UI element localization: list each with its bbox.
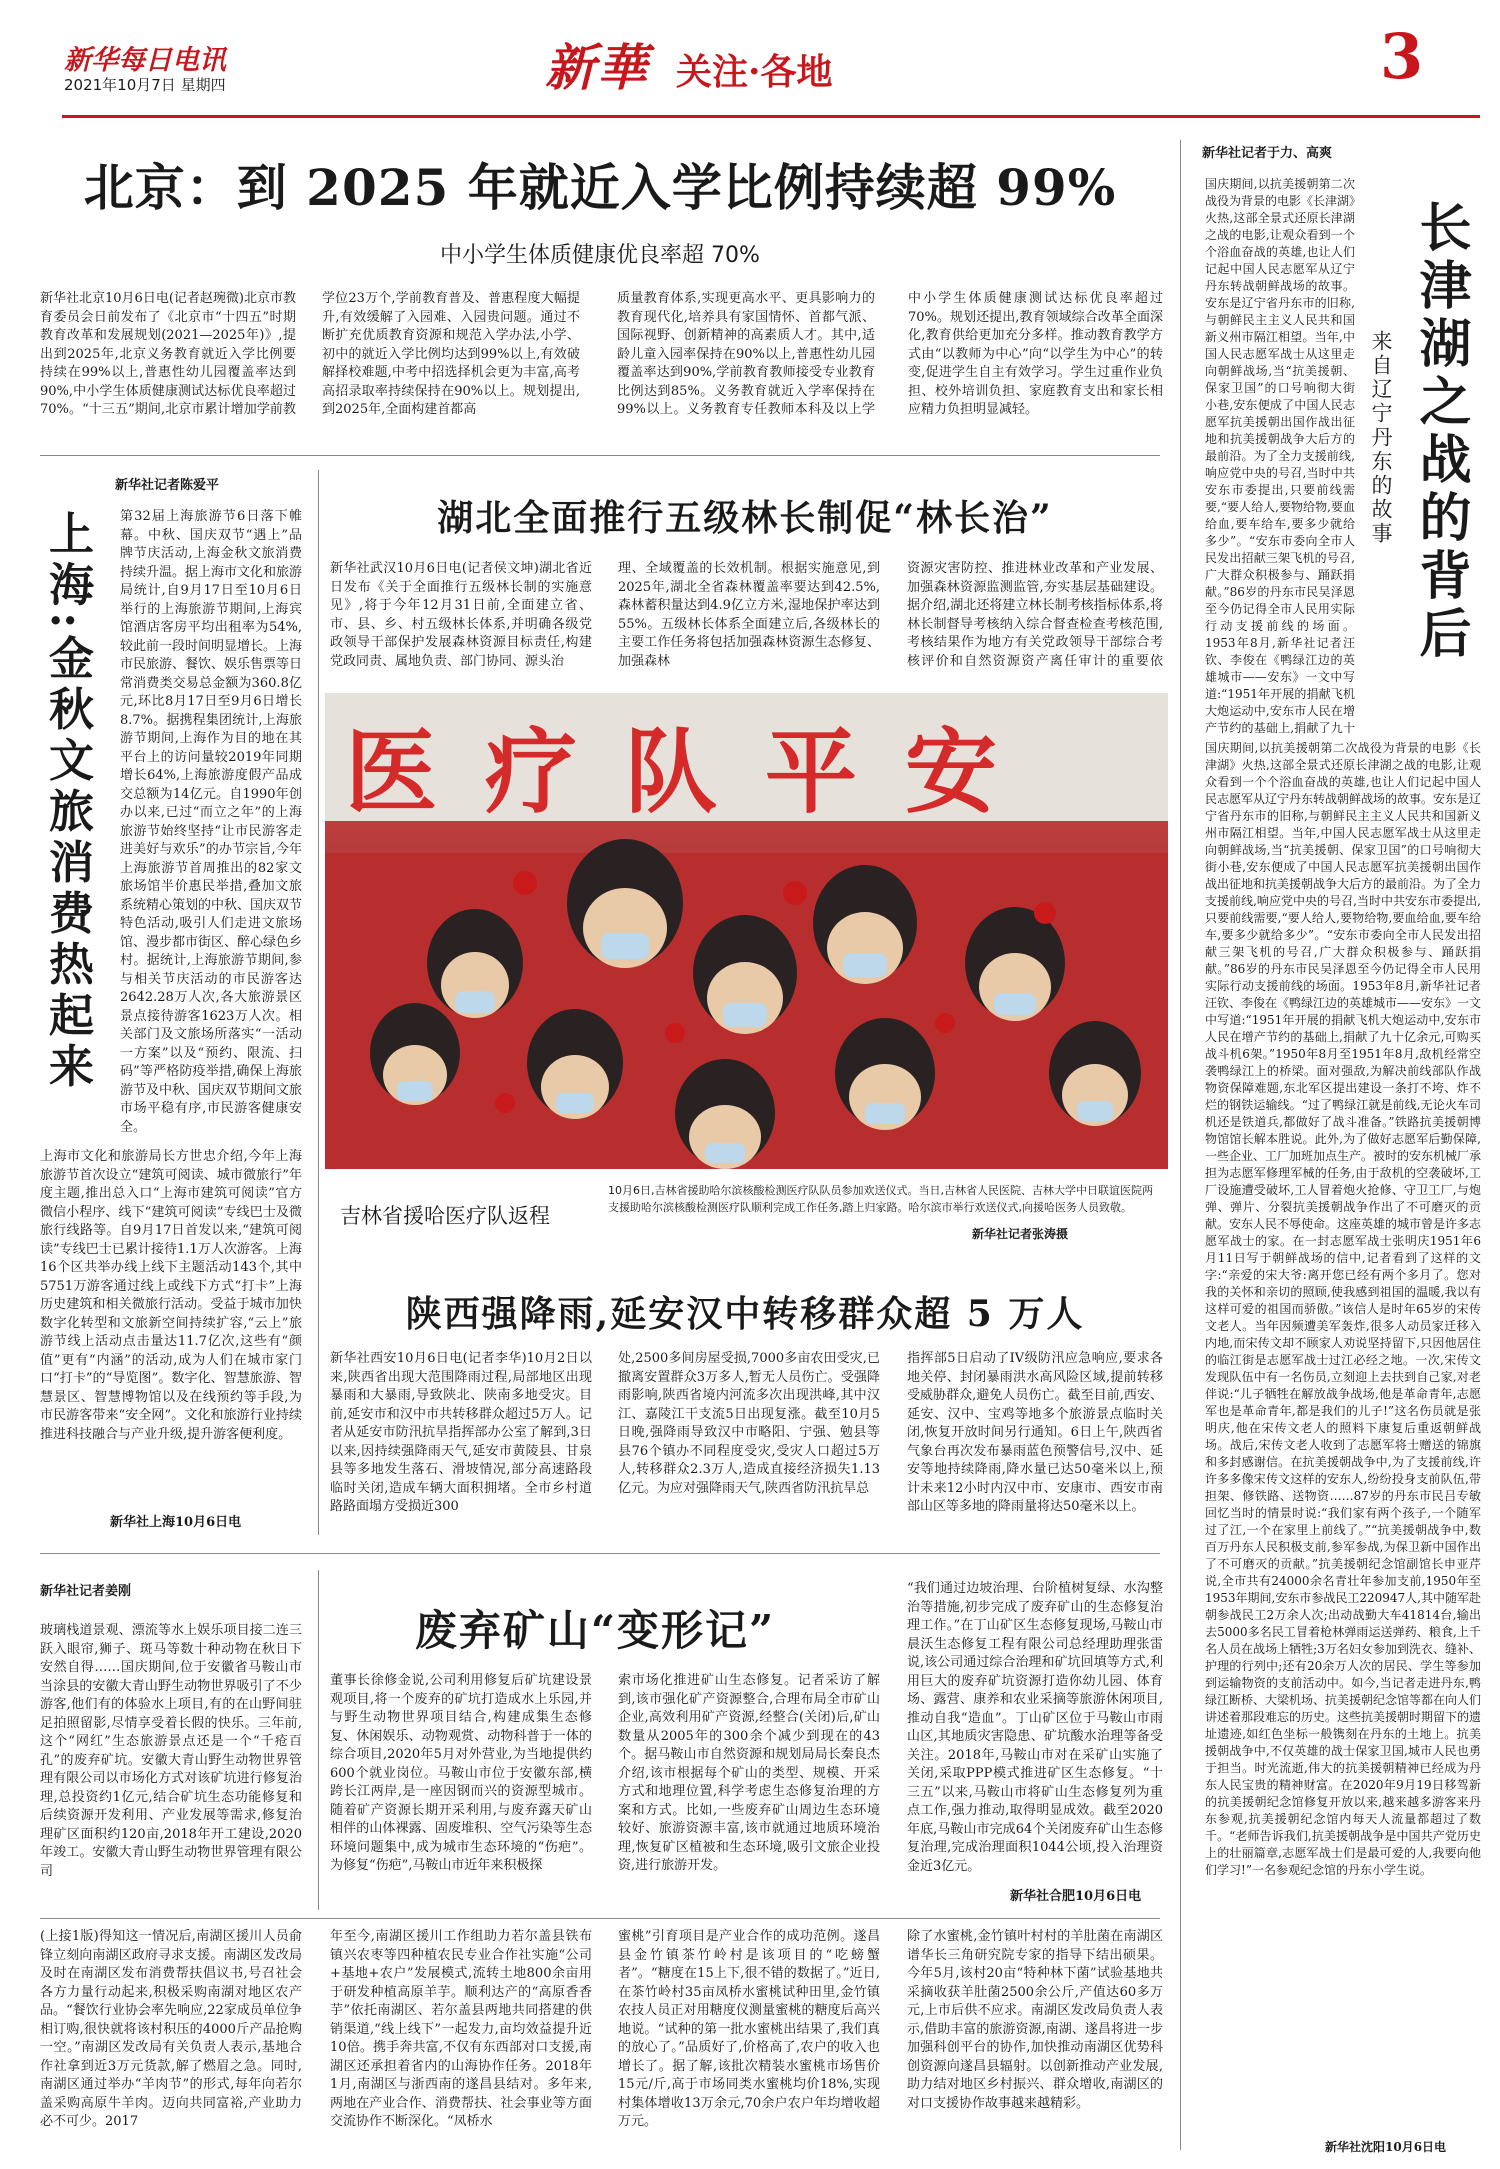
article-shaanxi-col1: 新华社西安10月6日电(记者李华)10月2日以来,陕西省出现大范围降雨过程,局部地区出现暴雨和大暴雨,导致陕北、陕南多地受灾。目前,延安市和汉中市共转移群众超过5万人。记者从延安市防汛抗旱指挥部办公室了解到,3日以来,因持续强降雨天气,延安市黄陵县、甘泉县等多地发生落石、滑坡情况,部分高速路段临时关闭,造成车辆大面积拥堵。全市乡村道路路面塌方受损近300 xyxy=(330,1351,592,1514)
article-beijing-subtitle: 中小学生体质健康优良率超 70% xyxy=(440,243,760,268)
article-mine-byline: 新华社记者姜刚 xyxy=(40,1584,132,1599)
masthead xyxy=(0,0,1500,112)
brand-logo xyxy=(64,38,226,77)
article-shanghai-dateline: 新华社上海10月6日电 xyxy=(110,1515,242,1530)
news-photo xyxy=(325,693,1168,1169)
photo-caption-body: 10月6日,吉林省援助哈尔滨核酸检测医疗队队员参加欢送仪式。当日,吉林省人民医院、吉林大学中日联谊医院两支援助哈尔滨核酸检测医疗队顺利完成工作任务,踏上归家路。哈尔滨市举行欢送仪式,向援哈医务人员致敬。 xyxy=(608,1184,1153,1214)
article-beijing-col3: 质量教育体系,实现更高水平、更具影响力的教育现代化,培养具有家国情怀、首都气派、国际视野、创新精神的高素质人才。其中,适龄儿童入园率保持在90%以上,普惠性幼儿园覆盖率达到90%,学前教育教师接受专业教育比例达到85%。义务教育就近入学率保持在99%以上。义务教育专任教师本科及以上学 xyxy=(617,291,875,417)
article-changjin-byline: 新华社记者于力、高爽 xyxy=(1202,146,1333,161)
article-mine-dateline: 新华社合肥10月6日电 xyxy=(1010,1889,1142,1904)
photo-credit: 新华社记者张涛摄 xyxy=(972,1227,1069,1241)
article-hubei-col2: 理、全域覆盖的长效机制。根据实施意见,到2025年,湖北全省森林覆盖率要达到42.5%,森林蓄积量达到4.9亿立方米,湿地保护率达到55%。五级林长体系全面建立后,各级林长的主要工作任务将包括加强森林资源生态修复、加强森林 xyxy=(618,561,880,669)
divider xyxy=(40,1553,1160,1554)
photo-caption-title: 吉林省援哈医疗队返程 xyxy=(340,1204,550,1228)
masthead-rule xyxy=(62,115,1480,118)
article-shaanxi-col3: 指挥部5日启动了IV级防汛应急响应,要求各地关停、封闭暴雨洪水高风险区域,提前转移受威胁群众,避免人员伤亡。截至目前,西安、延安、汉中、宝鸡等地多个旅游景点临时关闭,恢复开放时间另行通知。6日上午,陕西省气象台再次发布暴雨蓝色预警信号,汉中、延安等地持续降雨,降水量已达50毫米以上,预计未来12小时内汉中市、安康市、西安市南部山区等多地的降雨量将达50毫米以上。 xyxy=(907,1351,1163,1514)
article-hubei-title: 湖北全面推行五级林长制促“林长治” xyxy=(437,497,1053,539)
article-shanghai-byline: 新华社记者陈爱平 xyxy=(115,478,220,493)
divider xyxy=(318,470,319,1535)
divider xyxy=(40,1918,1160,1919)
article-nanhu-col4: 除了水蜜桃,金竹镇叶村村的羊肚菌在南湖区谱华长三角研究院专家的指导下结出硕果。今年5月,该村20亩“特种林下菌”试验基地共采摘收获羊肚菌2500余公斤,产值达60多万元,上市后供不应求。南湖区发改局负责人表示,借助丰富的旅游资源,南湖、遂昌将进一步加强科创平台的协作,加快推动南湖区优势科创资源向遂昌县辐射。以创新推动产业发展,助力结对地区乡村振兴、群众增收,南湖区的对口支援协作故事越来越精彩。 xyxy=(907,1929,1163,2111)
article-beijing-col4: 中小学生体质健康测试达标优良率超过70%。规划还提出,教育领域综合改革全面深化,教育供给更加充分多样。推动教育教学方式由“以教师为中心”向“以学生为中心”的转变,促进学生自主有效学习。学生过重作业负担、校外培训负担、家庭教育支出和家长相应精力负担明显减轻。 xyxy=(908,291,1163,417)
issue-date: 2021年10月7日 星期四 xyxy=(64,76,226,94)
article-mine-col3: “我们通过边坡治理、台阶植树复绿、水沟整治等措施,初步完成了废弃矿山的生态修复治理工作。”在丁山矿区生态修复现场,马鞍山市晨沃生态修复工程有限公司总经理助理张雷说,该公司通过综合治理和矿坑回填等方式,利用巨大的废弃矿坑资源打造你幼儿园、体育场、露营、康养和农业采摘等旅游休闲项目,推动自我“造血”。丁山矿区位于马鞍山市雨山区,其地质灾害隐患、矿坑酸水治理等备受关注。2018年,马鞍山市对在采矿山实施了关闭,采取PPP模式推进矿区生态修复。“十三五”以来,马鞍山市将矿山生态修复列为重点工作,强力推动,取得明显成效。截至2020年底,马鞍山市完成64个关闭废弃矿山生态修复治理,完成治理面积1044公顷,投入治理资金近3亿元。 xyxy=(907,1581,1163,1874)
article-nanhu-col2: 年至今,南湖区援川工作组助力若尔盖县铁布镇兴农枣等四种植农民专业合作社实施“公司+基地+农户”发展模式,流转土地800余亩用于研发种植高原羊芋。顺利达产的“高原香香芋”依托南湖区、若尔盖县两地共同搭建的供销渠道,“线上线下”一起发力,亩均效益提升近10倍。携手奔共富,不仅有东西部对口支援,南湖区还承担着省内的山海协作任务。2018年1月,南湖区与浙西南的遂昌县结对。多年来,两地在产业合作、消费帮扶、社会事业等方面交流协作不断深化。“凤桥水 xyxy=(330,1929,592,2129)
page-number: 3 xyxy=(1380,20,1424,93)
article-mine-title: 废弃矿山“变形记” xyxy=(414,1606,776,1655)
article-changjin-body: 国庆期间,以抗美援朝第二次战役为背景的电影《长津湖》火热,这部全景式还原长津湖之战的电影,让观众看到一个个浴血奋战的英雄,也让人们记起中国人民志愿军从辽宁丹东转战朝鲜战场的故事。安东是辽宁省丹东市的旧称,与朝鲜民主主义人民共和国新义州市隔江相望。当年,中国人民志愿军战士从这里走向朝鲜战场,当“抗美援朝、保家卫国”的口号响彻大街小巷,安东便成了中国人民志愿军抗美援朝出国作战出征地和抗美援朝战争大后方的最前沿。为了全力支援前线,响应党中央的号召,当时中共安东市委提出,只要前线需要,“要人给人,要物给物,要血给血,要车给车,要多少就给多少”。“安东市委向全市人民发出招献三架飞机的号召,广大群众积极参与、踊跃捐献。”86岁的丹东市民吴泽恩至今仍记得全市人民用实际行动支援前线的场面。1953年8月,新华社记者汪钦、李俊在《鸭绿江边的英雄城市——安东》一文中写道:“1951年开展的捐献飞机大炮运动中,安东市人民在增产节约的基础上,捐献了九十 xyxy=(1205,177,1355,735)
article-nanhu-col3: 蜜桃”引育项目是产业合作的成功范例。遂昌县金竹镇茶竹岭村是该项目的“吃螃蟹者”。“糖度在15上下,很不错的数据了。”近日,在茶竹岭村35亩凤桥水蜜桃试种田里,金竹镇农技人员正对用糖度仪测量蜜桃的糖度后高兴地说。“试种的第一批水蜜桃出结果了,我们真的放心了。”品质好了,价格高了,农户的收入也增长了。据了解,该批次精装水蜜桃市场售价15元/斤,高于市场同类水蜜桃均价18%,实现村集体增收13万余元,70余户农户年均增收超万元。 xyxy=(618,1929,880,2129)
divider xyxy=(318,1570,319,1910)
article-changjin-dateline: 新华社沈阳10月6日电 xyxy=(1325,2140,1447,2154)
article-shaanxi-title: 陕西强降雨,延安汉中转移群众超 5 万人 xyxy=(405,1293,1085,1335)
article-mine-col2: 索市场化推进矿山生态修复。记者采访了解到,该市强化矿产资源整合,合理布局全市矿山企业,高效利用矿产资源,经整合(关闭)后,矿山数量从2005年的300余个减少到现在的43个。据马鞍山市自然资源和规划局局长秦良杰介绍,该市根据每个矿山的类型、规模、开采方式和地理位置,科学考虑生态修复治理的方案和方式。比如,一些废弃矿山周边生态环境较好、旅游资源丰富,该市就通过地质环境治理,恢复矿区植被和生态环境,吸引文旅企业投资,进行旅游开发。 xyxy=(618,1673,880,1873)
divider xyxy=(1180,140,1181,2150)
article-hubei-col3: 资源灾害防控、推进林业改革和产业发展、加强森林资源监测监管,夯实基层基础建设。据介绍,湖北还将建立林长制考核指标体系,将林长制督导考核纳入综合督查检查考核范围,考核结果作为地方有关党政领导干部综合考核评价和自然资源资产离任审计的重要依 xyxy=(907,561,1163,669)
brand-name: 新华每日电讯 xyxy=(64,45,226,76)
article-mine-col1: 董事长徐修金说,公司利用修复后矿坑建设景观项目,将一个废弃的矿坑打造成水上乐园,并与野生动物世界项目结合,构建成集生态修复、休闲娱乐、动物观赏、动物科普于一体的综合项目,2020年5月对外营业,为当地提供约600个就业岗位。马鞍山市位于安徽东部,横跨长江两岸,是一座因钢而兴的资源型城市。随着矿产资源长期开采利用,与废弃露天矿山相伴的山体裸露、固废堆积、空气污染等生态环境问题集中,成为城市生态环境的“伤疤”。为修复“伤疤”,马鞍山市近年来积极探 xyxy=(330,1673,592,1873)
article-nanhu-col1: (上接1版)得知这一情况后,南湖区援川人员俞锋立刻向南湖区政府寻求支援。南湖区发改局及时在南湖区发布消费帮扶倡议书,号召社会各方力量行动起来,积极采购南湖对地区农产品。“餐饮行业协会率先响应,22家成员单位争相订购,很快就将该村积压的4000斤产品抢购一空。”南湖区发改局有关负责人表示,基地合作社拿到近3万元货款,解了燃眉之急。同时,南湖区通过举办“羊肉节”的形式,每年向若尔盖采购高原牛羊肉。迈向共同富裕,产业助力必不可少。2017 xyxy=(40,1929,302,2129)
article-shaanxi-col2: 处,2500多间房屋受损,7000多亩农田受灾,已撤离安置群众3万多人,暂无人员伤亡。受强降雨影响,陕西省境内河流多次出现洪峰,其中汉江、嘉陵江干支流5日出现复涨。截至10月5日晚,强降雨导致汉中市略阳、宁强、勉县等县76个镇办不同程度受灾,受灾人口超过5万人,转移群众2.3万人,造成直接经济损失1.13亿元。为应对强降雨天气,陕西省防汛抗旱总 xyxy=(618,1351,880,1496)
article-mine-col-left: 玻璃栈道景观、漂流等水上娱乐项目接二连三跃入眼帘,狮子、斑马等数十种动物在秋日下安然自得……国庆期间,位于安徽省马鞍山市当涂县的安徽大青山野生动物世界吸引了不少游客,他们有的体验水上项目,有的在山野间驻足拍照留影,尽情享受着长假的快乐。三年前,这个“网红”生态旅游景点还是一个“千疮百孔”的废弃矿坑。安徽大青山野生动物世界管理有限公司以市场化方式对该矿坑进行修复治理,总投资约1亿元,结合矿坑生态功能修复和后续资源开发利用、产业发展等需求,修复治理矿区面积约120亩,2018年开工建设,2020年竣工。安徽大青山野生动物世界管理有限公司 xyxy=(40,1623,302,1879)
photo-crowd xyxy=(325,793,1168,1169)
divider xyxy=(40,455,1160,456)
section-title: 关注·各地 xyxy=(676,51,833,93)
article-hubei-col1: 新华社武汉10月6日电(记者侯文坤)湖北省近日发布《关于全面推行五级林长制的实施意见》,将于今年12月31日前,全面建立省、市、县、乡、村五级林长体系,并明确各级党政领导干部保护发展森林资源目标责任,构建党政同责、属地负责、部门协同、源头治 xyxy=(330,561,592,669)
section-brand-logo: 新華 xyxy=(545,38,649,97)
article-beijing-col2: 学位23万个,学前教育普及、普惠程度大幅提升,有效缓解了入园难、入园贵问题。通过不断扩充优质教育资源和规范入学办法,小学、初中的就近入学比例均达到99%以上,有效破解择校难题,中考中招选择机会更为丰富,高考高招录取率持续保持在90%以上。规划提出,到2025年,全面构建首都高 xyxy=(322,291,580,417)
article-beijing-col1: 新华社北京10月6日电(记者赵琬微)北京市教育委员会日前发布了《北京市“十四五”时期教育改革和发展规划(2021—2025年)》,提出到2025年,北京义务教育就近入学比例要持续在99%以上,普惠性幼儿园覆盖率达到90%,中小学生体质健康测试达标优良率超过70%。“十三五”期间,北京市累计增加学前教 xyxy=(40,291,296,417)
article-changjin-title: 长津湖之战的背后 xyxy=(1410,200,1471,664)
article-changjin-body-cont: 国庆期间,以抗美援朝第二次战役为背景的电影《长津湖》火热,这部全景式还原长津湖之战的电影,让观众看到一个个浴血奋战的英雄,也让人们记起中国人民志愿军从辽宁丹东转战朝鲜战场的故事。安东是辽宁省丹东市的旧称,与朝鲜民主主义人民共和国新义州市隔江相望。当年,中国人民志愿军战士从这里走向朝鲜战场,当“抗美援朝、保家卫国”的口号响彻大街小巷,安东便成了中国人民志愿军抗美援朝出国作战出征地和抗美援朝战争大后方的最前沿。为了全力支援前线,响应党中央的号召,当时中共安东市委提出,只要前线需要,“要人给人,要物给物,要血给血,要车给车,要多少就给多少”。“安东市委向全市人民发出招献三架飞机的号召,广大群众积极参与、踊跃捐献。”86岁的丹东市民吴泽恩至今仍记得全市人民用实际行动支援前线的场面。1953年8月,新华社记者汪钦、李俊在《鸭绿江边的英雄城市——安东》一文中写道:“1951年开展的捐献飞机大炮运动中,安东市人民在增产节约的基础上,捐献了九十亿余元,可购买战斗机6架。”1950年8月至1951年8月,敌机经常空袭鸭绿江上的桥梁。面对强敌,为解决前线部队作战物资保障难题,东北军区提出建设一条打不垮、炸不烂的钢铁运输线。“过了鸭绿江就是前线,无论火车司机还是铁道兵,都做好了战斗准备。”铁路抗美援朝博物馆馆长解本胜说。此外,为了做好志愿军后勤保障,一些企业、工厂加班加点生产。被时的安东机械厂承担为志愿军修理军械的任务,由于敌机的空袭破坏,工厂设施遭受破坏,工人冒着炮火抢修、守卫工厂,与炮弹、弹片、分裂抗美援朝战争作出了不可磨灭的贡献。安东人民不辱使命。这座英雄的城市曾是许多志愿军战士的家。在一封志愿军战士张明庆1951年6月11日写于朝鲜战场的信中,记者看到了这样的文字:“亲爱的宋大爷:离开您已经有两个多月了。您对我的关怀和亲切的照顾,使我感到祖国的温暖,我以有这样可爱的祖国而骄傲。”该信人是时年65岁的宋传文老人。当年因频遭美军轰炸,很多人动员家迁移入内地,而宋传文却不顾家人劝说坚持留下,只因他居住的临江街是志愿军战士过江必经之地。一次,宋传文发现队伍中有一名伤员,立刻迎上去扶到自己家,对老伴说:“儿子牺牲在解放战争战场,他是革命青年,志愿军也是革命青年,都是我们的儿子!”这名伤员就是张明庆,他在宋传文老人的照料下康复后重返朝鲜战场。战后,宋传文老人收到了志愿军将士赠送的锦旗和多封感谢信。在抗美援朝战争中,为了支援前线,许许多多像宋传文这样的安东人,纷纷投身支前队伍,带担架、修铁路、送物资……87岁的丹东市民吕专敏回忆当时的情景时说:“我们家有两个孩子,一个随军过了江,一个在家里上前线了。”“抗美援朝战争中,数百万丹东人民积极支前,参军参战,为保卫新中国作出了不可磨灭的贡献。”抗美援朝纪念馆副馆长申亚芹说,全市共有24000余名青壮年参加支前,1950年至1953年期间,安东市参战民工220947人,其中随军赴朝参战民工2万余人次;出动战勤大车41814台,输出去5000多名民工冒着枪林弹雨运送弹药、粮食,上千名人员在战场上牺牲;3万名妇女参加到洗衣、缝补、护理的行列中;还有20余万人次的居民、学生等参加到运输物资的支前活动中。如今,当记者走进丹东,鸭绿江断桥、大梁机场、抗美援朝纪念馆等都在向人们讲述着那段难忘的历史。这些抗美援朝时期留下的遗址遗迹,如红色坐标一般镌刻在丹东的土地上。抗美援朝战争中,不仅英雄的战士保家卫国,城市人民也勇于担当。时光流逝,伟大的抗美援朝精神已经成为丹东人民宝贵的精神财富。在2020年9月19日移驾新的抗美援朝纪念馆修复开放以来,越来越多游客来丹东参观,抗美援朝纪念馆内每天人流量都超过了数千。“老师告诉我们,抗美援朝战争是中国共产党历史上的壮丽篇章,志愿军战士们是最可爱的人,我要向他们学习!”一名参观纪念馆的丹东小学生说。 xyxy=(1205,741,1481,1877)
article-beijing-title: 北京：到 2025 年就近入学比例持续超 99% xyxy=(83,158,1117,217)
article-shanghai-body-cont: 上海市文化和旅游局长方世忠介绍,今年上海旅游节首次设立“建筑可阅读、城市微旅行”年度主题,推出总入口“上海市建筑可阅读”官方微信小程序、线下“建筑可阅读”专线巴士及微旅行线路等。自9月17日首发以来,“建筑可阅读”专线巴士已累计接待1.1万人次游客。上海16个区共举办线上线下主题活动143个,其中5751万游客通过线上或线下方式“打卡”上海历史建筑和相关微旅行活动。受益于城市加快数字化转型和文旅新空间持续扩容,“云上”旅游节线上活动点击量达11.7亿次,这些有“颜值”更有“内涵”的活动,成为人们在城市家门口“打卡”的“导览图”。数字化、智慧旅游、智慧景区、智慧博物馆以及在线预约等手段,为市民游客带来“安全网”。文化和旅游行业持续推进科技融合与产业升级,提升游客便利度。 xyxy=(40,1149,302,1442)
article-shanghai-title: 上海:金秋文旅消费热起来 xyxy=(41,510,94,1094)
article-changjin-subtitle: 来自辽宁丹东的故事 xyxy=(1369,330,1393,546)
article-shanghai-body: 第32届上海旅游节6日落下帷幕。中秋、国庆双节“遇上”品牌节庆活动,上海金秋文旅消费持续升温。据上海市文化和旅游局统计,自9月17日至10月6日举行的上海旅游节期间,上海宾馆酒店客房平均出租率为54%,较此前一段时间明显增长。上海市民旅游、餐饮、娱乐售票等日常消费类交易总金额为360.8亿元,环比8月17日至9月6日增长8.7%。据携程集团统计,上海旅游节期间,上海作为目的地在其平台上的访问量较2019年同期增长64%,上海旅游度假产品成交总额为14亿元。自1990年创办以来,已过“而立之年”的上海旅游节始终坚持“让市民游客走进美好与欢乐”的办节宗旨,今年上海旅游节首周推出的82家文旅场馆半价惠民举措,叠加文旅系统精心策划的中秋、国庆双节特色活动,吸引人们走进文旅场馆、漫步都市街区、醉心绿色乡村。据统计,上海旅游节期间,参与相关节庆活动的市民游客达2642.28万人次,各大旅游景区景点接待游客1623万人次。相关部门及文旅场所落实“一活动一方案”以及“预约、限流、扫码”等严格防疫举措,确保上海旅游节及中秋、国庆双节期间文旅市场平稳有序,市民游客健康安全。 xyxy=(120,509,302,1135)
photo-banner-text: 医疗队平安 xyxy=(345,718,1046,826)
